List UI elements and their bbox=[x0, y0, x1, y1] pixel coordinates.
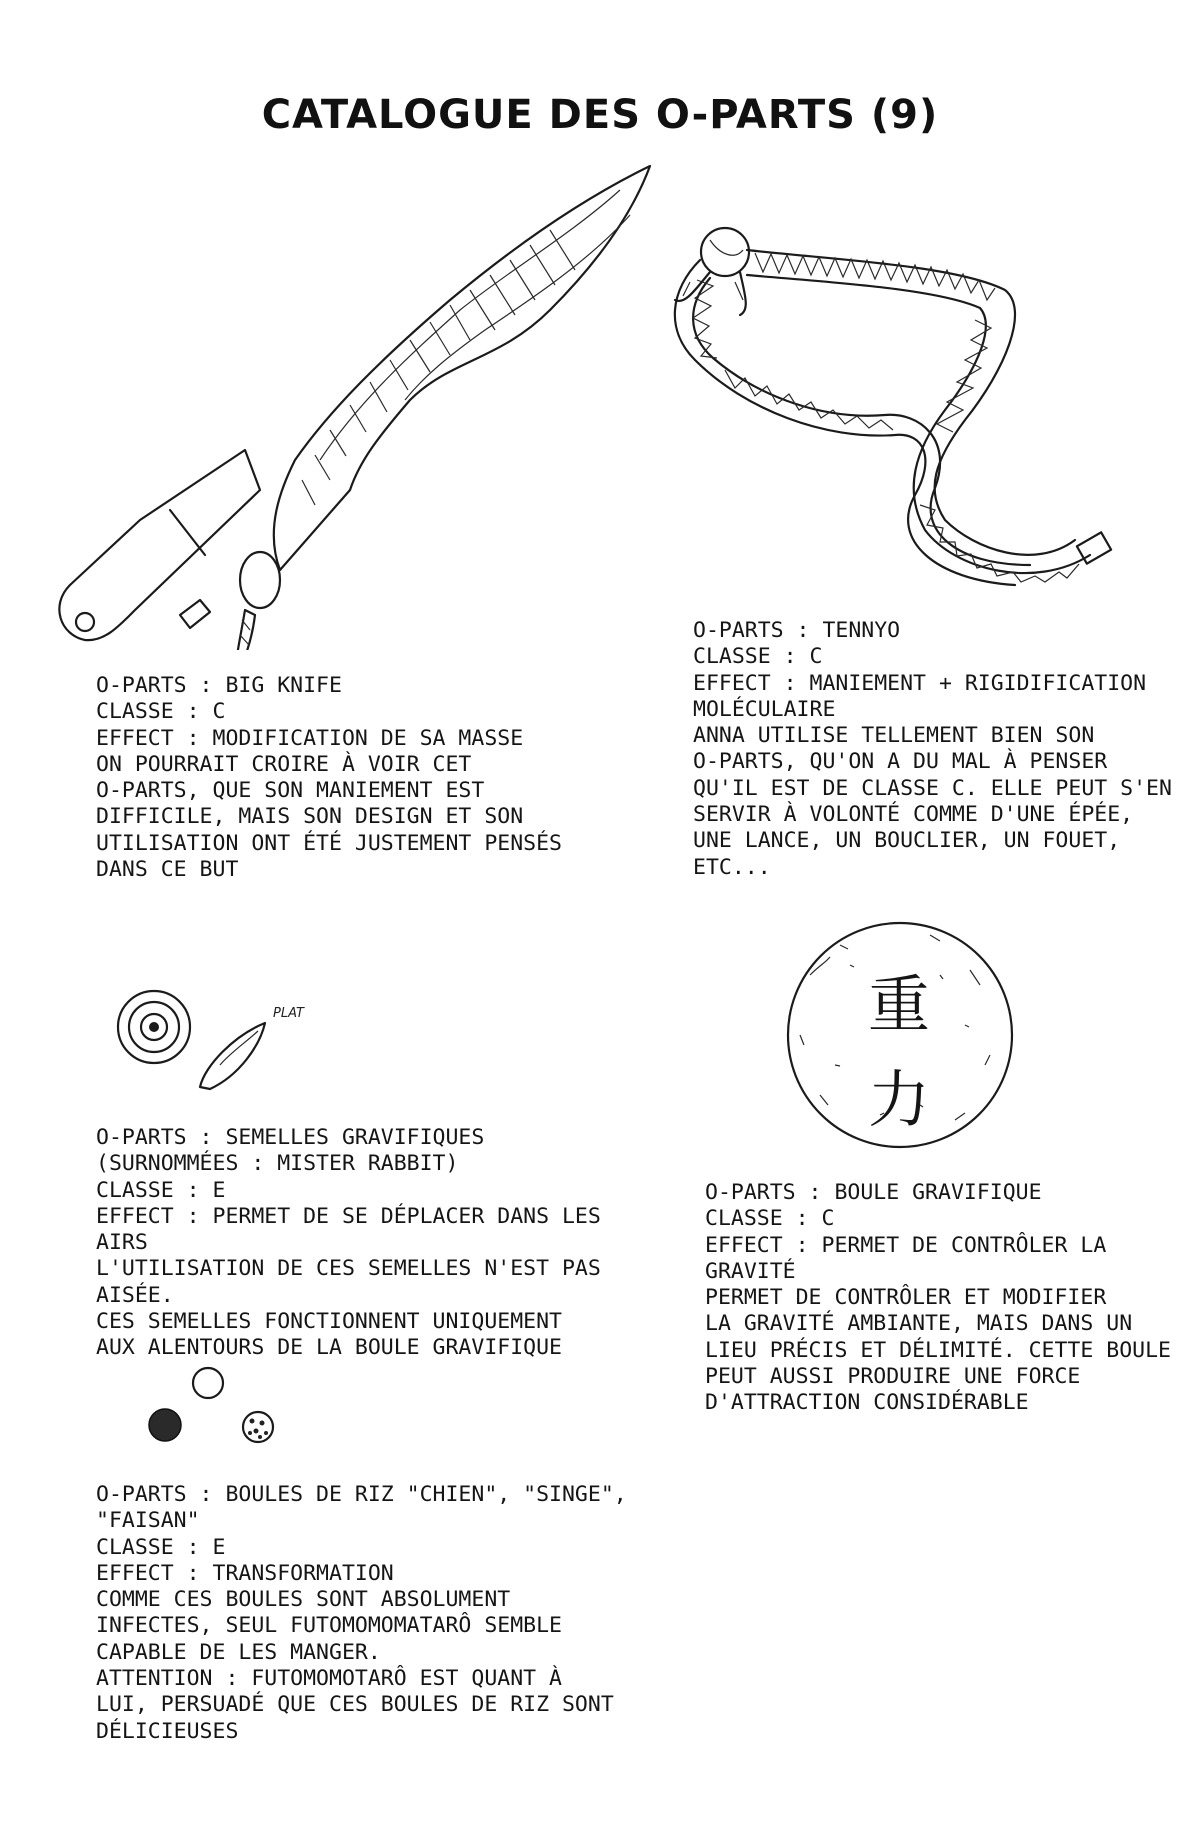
entry-line: O-PARTS : BOULES DE RIZ "CHIEN", "SINGE", bbox=[96, 1482, 627, 1507]
entry-line: O-PARTS : TENNYO bbox=[693, 618, 901, 643]
entry-line: DÉLICIEUSES bbox=[96, 1718, 239, 1744]
entry-line: GRAVITÉ bbox=[705, 1258, 796, 1284]
entry-line: MOLÉCULAIRE bbox=[693, 696, 836, 722]
plat-label: PLAT bbox=[273, 1006, 304, 1021]
entry-line: EFFECT : MANIEMENT + RIGIDIFICATION bbox=[693, 670, 1147, 696]
entry-line: EFFECT : PERMET DE CONTRÔLER LA bbox=[705, 1232, 1107, 1258]
boules-de-riz-illustration bbox=[140, 1365, 300, 1455]
kanji-bottom: 力 bbox=[868, 1063, 931, 1136]
entry-line: O-PARTS : SEMELLES GRAVIFIQUES bbox=[96, 1125, 485, 1150]
entry-line: LIEU PRÉCIS ET DÉLIMITÉ. CETTE BOULE bbox=[705, 1337, 1171, 1363]
entry-line: CES SEMELLES FONCTIONNENT UNIQUEMENT bbox=[96, 1309, 562, 1335]
entry-line: CLASSE : C bbox=[705, 1206, 835, 1232]
entry-line: O-PARTS, QUE SON MANIEMENT EST bbox=[96, 778, 485, 804]
entry-line: EFFECT : TRANSFORMATION bbox=[96, 1560, 394, 1586]
entry-line: CLASSE : E bbox=[96, 1177, 226, 1203]
entry-line: ETC... bbox=[693, 854, 771, 880]
entry-line: ANNA UTILISE TELLEMENT BIEN SON bbox=[693, 723, 1095, 749]
entry-line: O-PARTS : BOULE GRAVIFIQUE bbox=[705, 1180, 1042, 1205]
entry-line: LA GRAVITÉ AMBIANTE, MAIS DANS UN bbox=[705, 1311, 1133, 1337]
tennyo-illustration bbox=[635, 220, 1180, 620]
page-title: CATALOGUE DES O-PARTS (9) bbox=[261, 92, 939, 138]
entry-line: CLASSE : E bbox=[96, 1534, 226, 1560]
entry-line: PERMET DE CONTRÔLER ET MODIFIER bbox=[705, 1285, 1107, 1311]
entry-line: EFFECT : MODIFICATION DE SA MASSE bbox=[96, 725, 524, 751]
entry-line: ATTENTION : FUTOMOMOTARÔ EST QUANT À bbox=[96, 1666, 562, 1692]
entry-line: (SURNOMMÉES : MISTER RABBIT) bbox=[96, 1151, 459, 1177]
entry-big-knife bbox=[96, 673, 562, 883]
entry-line: AISÉE. bbox=[96, 1282, 174, 1308]
entry-semelles bbox=[96, 1125, 601, 1362]
entry-line: DIFFICILE, MAIS SON DESIGN ET SON bbox=[96, 804, 524, 830]
entry-line: DANS CE BUT bbox=[96, 857, 239, 883]
kanji-top: 重 bbox=[868, 968, 931, 1041]
entry-line: AIRS bbox=[96, 1230, 148, 1256]
entry-line: AUX ALENTOURS DE LA BOULE GRAVIFIQUE bbox=[96, 1335, 562, 1361]
entry-tennyo bbox=[693, 618, 1172, 881]
entry-line: CLASSE : C bbox=[693, 644, 823, 670]
entry-line: ON POURRAIT CROIRE À VOIR CET bbox=[96, 751, 472, 777]
entry-line: SERVIR À VOLONTÉ COMME D'UNE ÉPÉE, bbox=[693, 802, 1134, 828]
entry-line: UNE LANCE, UN BOUCLIER, UN FOUET, bbox=[693, 828, 1121, 854]
entry-line: UTILISATION ONT ÉTÉ JUSTEMENT PENSÉS bbox=[96, 830, 562, 856]
entry-line: COMME CES BOULES SONT ABSOLUMENT bbox=[96, 1587, 511, 1613]
entry-line: O-PARTS, QU'ON A DU MAL À PENSER bbox=[693, 749, 1108, 775]
entry-line: CLASSE : C bbox=[96, 699, 226, 725]
entry-line: QU'IL EST DE CLASSE C. ELLE PEUT S'EN bbox=[693, 775, 1172, 801]
entry-line: LUI, PERSUADÉ QUE CES BOULES DE RIZ SONT bbox=[96, 1692, 614, 1718]
entry-line: CAPABLE DE LES MANGER. bbox=[96, 1639, 381, 1665]
entry-line: L'UTILISATION DE CES SEMELLES N'EST PAS bbox=[96, 1256, 601, 1282]
entry-line: O-PARTS : BIG KNIFE bbox=[96, 673, 342, 698]
entry-line: "FAISAN" bbox=[96, 1508, 200, 1534]
big-knife-illustration bbox=[30, 160, 670, 650]
entry-boules-de-riz bbox=[96, 1482, 627, 1745]
entry-boule-gravifique bbox=[705, 1180, 1171, 1417]
entry-line: INFECTES, SEUL FUTOMOMOMATARÔ SEMBLE bbox=[96, 1613, 562, 1639]
entry-line: EFFECT : PERMET DE SE DÉPLACER DANS LES bbox=[96, 1203, 601, 1229]
entry-line: D'ATTRACTION CONSIDÉRABLE bbox=[705, 1390, 1029, 1416]
semelles-illustration bbox=[110, 985, 330, 1105]
entry-line: PEUT AUSSI PRODUIRE UNE FORCE bbox=[705, 1364, 1081, 1390]
